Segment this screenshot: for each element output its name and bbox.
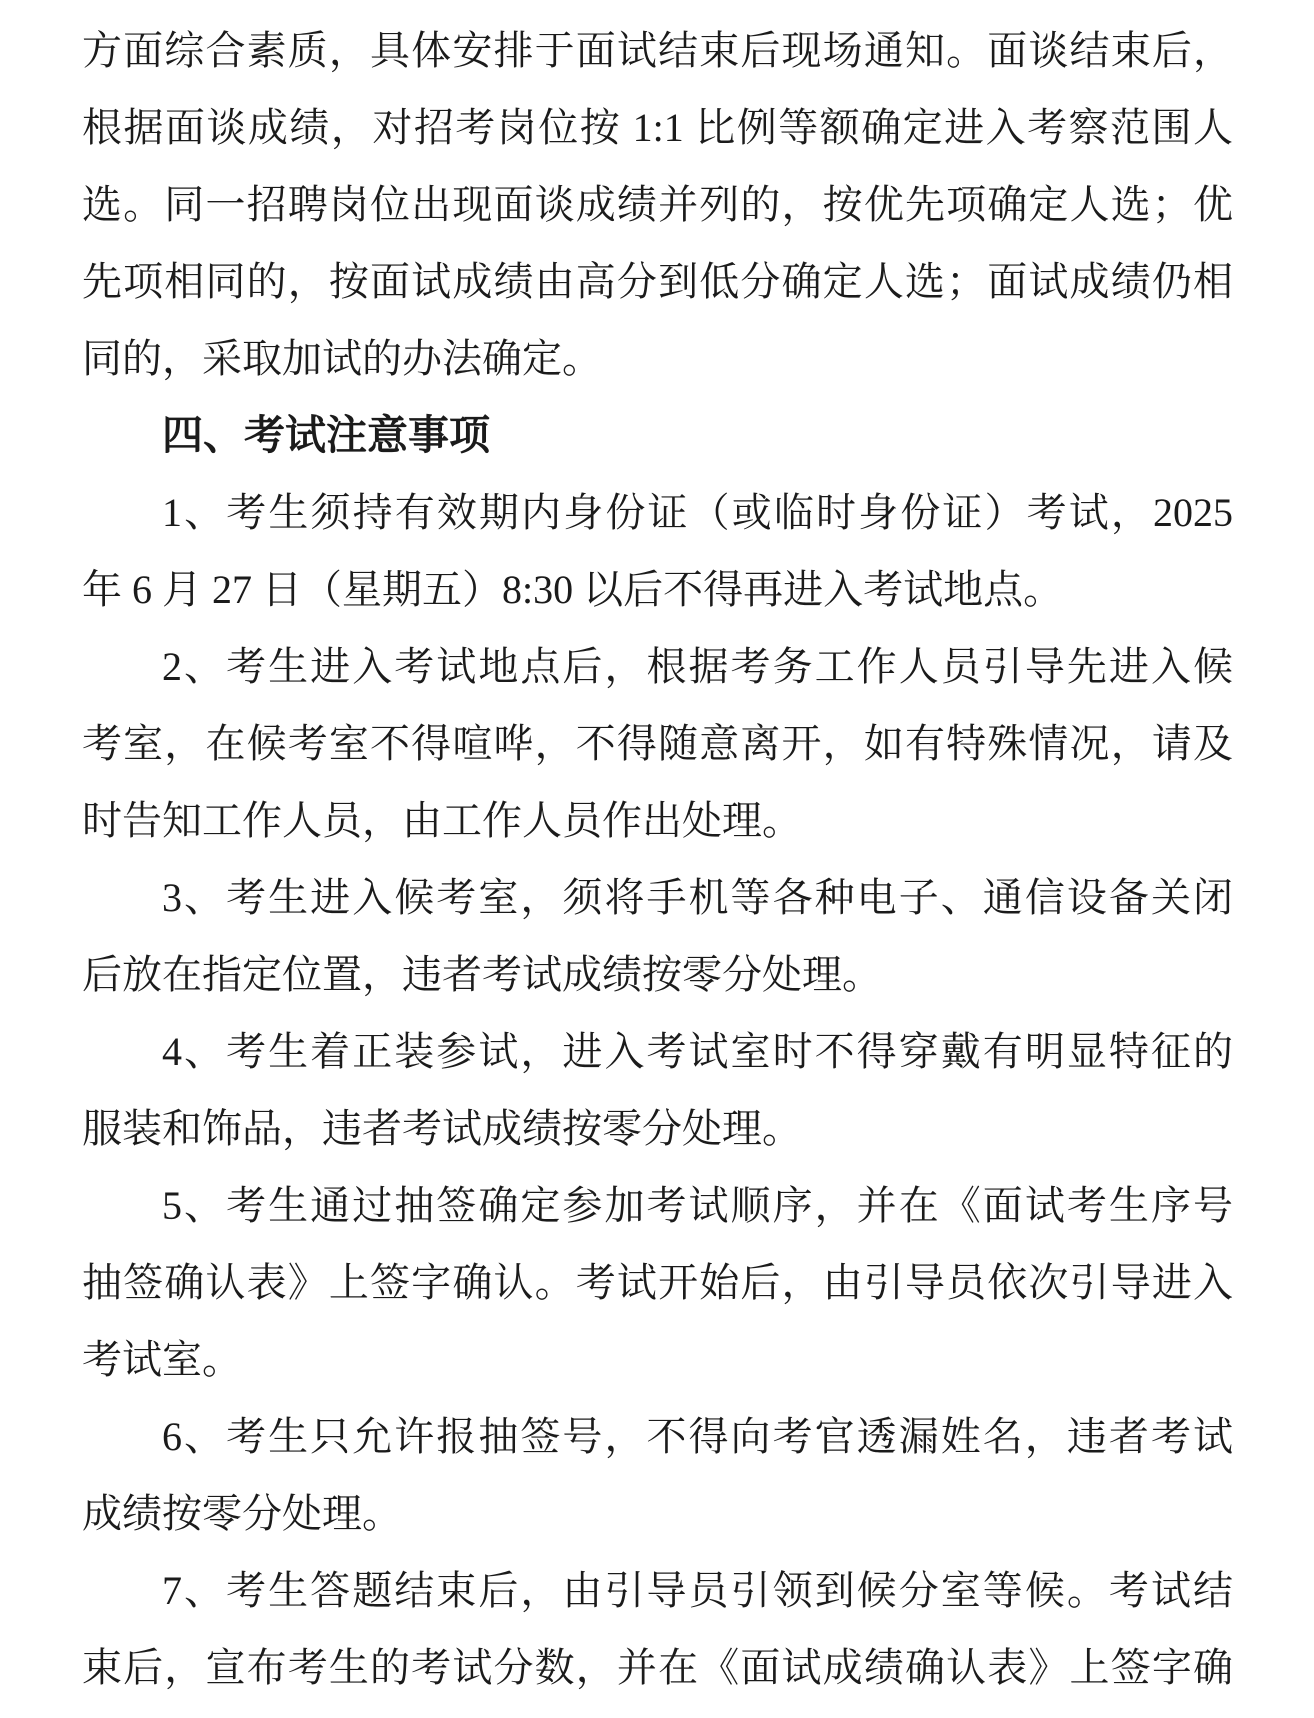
- text-line: 成绩按零分处理。: [82, 1491, 402, 1536]
- text-line: 方面综合素质，具体安排于面试结束后现场通知。面谈结束后，: [82, 28, 1233, 73]
- section-heading: 四、考试注意事项: [162, 412, 490, 458]
- text-line: 先项相同的，按面试成绩由高分到低分确定人选；面试成绩仍相: [82, 259, 1233, 304]
- text-line: 服装和饰品，违者考试成绩按零分处理。: [82, 1106, 802, 1151]
- text-line: 时告知工作人员，由工作人员作出处理。: [82, 798, 802, 843]
- text-line: 束后，宣布考生的考试分数，并在《面试成绩确认表》上签字确: [82, 1645, 1233, 1690]
- text-line: 7、考生答题结束后，由引导员引领到候分室等候。考试结: [162, 1568, 1233, 1613]
- text-line: 4、考生着正装参试，进入考试室时不得穿戴有明显特征的: [162, 1029, 1233, 1074]
- text-line: 年 6 月 27 日（星期五）8:30 以后不得再进入考试地点。: [82, 567, 1064, 612]
- text-line: 2、考生进入考试地点后，根据考务工作人员引导先进入候: [162, 644, 1233, 689]
- text-line: 6、考生只允许报抽签号，不得向考官透漏姓名，违者考试: [162, 1414, 1233, 1459]
- text-line: 根据面谈成绩，对招考岗位按 1:1 比例等额确定进入考察范围人: [82, 105, 1233, 150]
- text-line: 3、考生进入候考室，须将手机等各种电子、通信设备关闭: [162, 875, 1233, 920]
- text-line: 抽签确认表》上签字确认。考试开始后，由引导员依次引导进入: [82, 1260, 1233, 1305]
- text-line: 1、考生须持有效期内身份证（或临时身份证）考试，2025: [162, 490, 1233, 535]
- text-line: 选。同一招聘岗位出现面谈成绩并列的，按优先项确定人选；优: [82, 182, 1233, 227]
- text-line: 后放在指定位置，违者考试成绩按零分处理。: [82, 952, 882, 997]
- text-line: 考试室。: [82, 1337, 242, 1382]
- text-line: 同的，采取加试的办法确定。: [82, 336, 602, 381]
- text-line: 考室，在候考室不得喧哗，不得随意离开，如有特殊情况，请及: [82, 721, 1233, 766]
- text-line: 5、考生通过抽签确定参加考试顺序，并在《面试考生序号: [162, 1183, 1233, 1228]
